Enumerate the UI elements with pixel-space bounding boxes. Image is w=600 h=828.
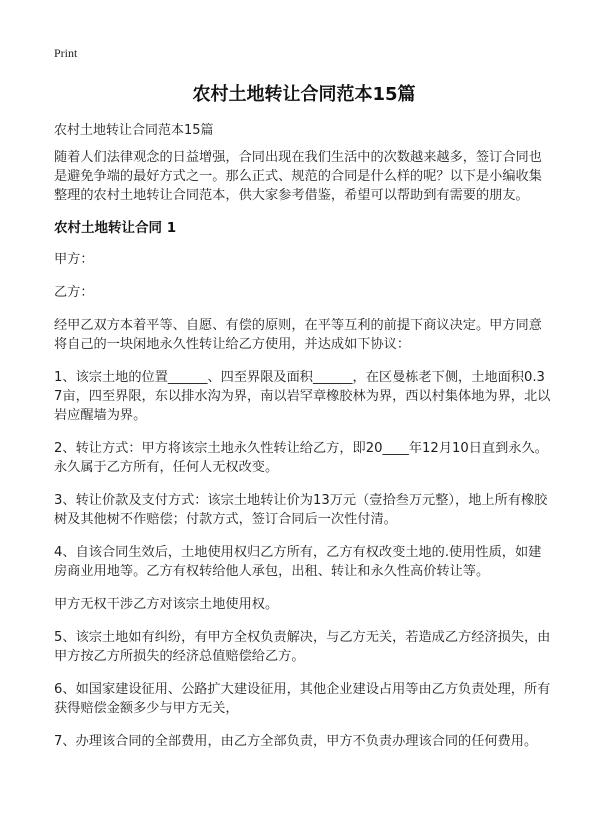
clause-4-note: 甲方无权干涉乙方对该宗土地使用权。 [54,597,279,612]
preamble-paragraph: 经甲乙双方本着平等、自愿、有偿的原则，在平等互利的前提下商议决定。甲方同意将自己的一块闲地永久性转让给乙方使用，并达成如下协议： [54,318,542,352]
print-link[interactable]: Print [54,46,78,60]
section-heading: 农村土地转让合同 1 [54,220,177,236]
document-title: 农村土地转让合同范本15篇 [192,84,416,105]
clause-6: 6、如国家建设征用、公路扩大建设征用，其他企业建设占用等由乙方负责处理，所有获得赔偿金额多少与甲方无关， [54,682,551,716]
party-b-label: 乙方： [54,285,94,300]
clause-1: 1、该宗土地的位置______、四至界限及面积______，在区曼栋老下侧，土地面积0.37亩，四至界限，东以排水沟为界，南以岩罕章橡胶林为界，西以村集体地为界，北以岩应醒墙为界。 [54,370,551,423]
intro-paragraph: 随着人们法律观念的日益增强，合同出现在我们生活中的次数越来越多，签订合同也是避免争端的最好方式之一。那么正式、规范的合同是什么样的呢？以下是小编收集整理的农村土地转让合同范本，供大家参考借鉴，希望可以帮助到有需要的朋友。 [54,150,542,203]
clause-3: 3、转让价款及支付方式：该宗土地转让价为13万元（壹拾叁万元整），地上所有橡胶树及其他树不作赔偿；付款方式，签订合同后一次性付清。 [54,493,548,527]
clause-7: 7、办理该合同的全部费用，由乙方全部负责，甲方不负责办理该合同的任何费用。 [54,734,538,749]
document-subtitle: 农村土地转让合同范本15篇 [54,123,214,138]
clause-2: 2、转让方式：甲方将该宗土地永久性转让给乙方，即20____年12月10日直到永久。永久属于乙方所有，任何人无权改变。 [54,441,548,475]
party-a-label: 甲方： [54,252,94,267]
document-body [54,148,552,765]
clause-4: 4、自该合同生效后，土地使用权归乙方所有，乙方有权改变土地的.使用性质，如建房商业用地等。乙方有权转给他人承包，出租、转让和永久性高价转让等。 [54,545,542,579]
clause-5: 5、该宗土地如有纠纷，有甲方全权负责解决，与乙方无关，若造成乙方经济损失，由甲方按乙方所损失的经济总值赔偿给乙方。 [54,630,551,664]
